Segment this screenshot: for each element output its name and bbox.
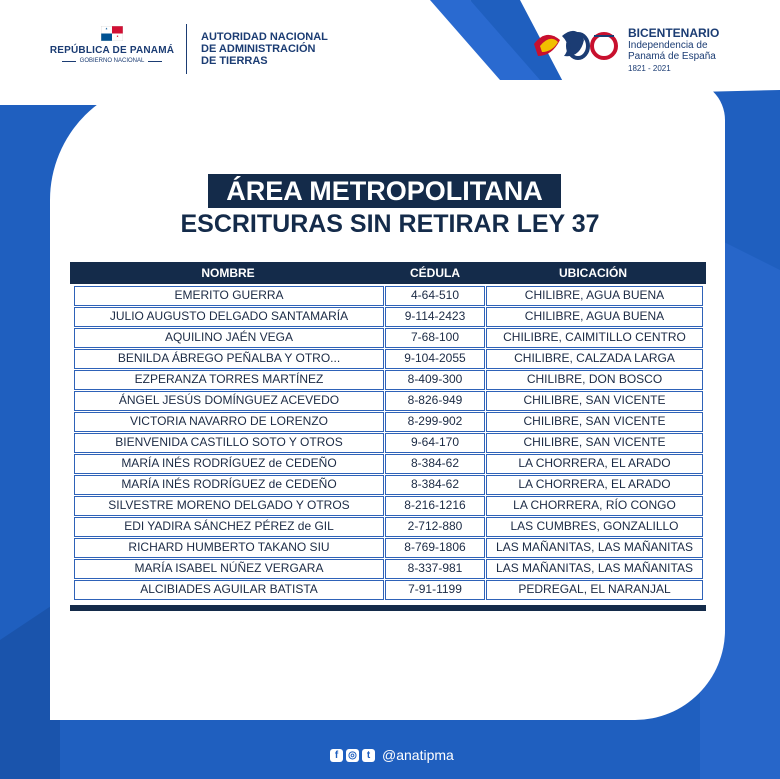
cell-nombre: JULIO AUGUSTO DELGADO SANTAMARÍA — [74, 307, 384, 327]
table-row — [74, 307, 706, 327]
cell-nombre: SILVESTRE MORENO DELGADO Y OTROS — [74, 496, 384, 516]
cell-cedula: 9-114-2423 — [385, 307, 485, 327]
cell-nombre: RICHARD HUMBERTO TAKANO SIU — [74, 538, 384, 558]
gobierno-row — [48, 58, 176, 64]
cell-nombre: ALCIBIADES AGUILAR BATISTA — [74, 580, 384, 600]
cell-nombre: BENILDA ÁBREGO PEÑALBA Y OTRO... — [74, 349, 384, 369]
cell-cedula: 7-91-1199 — [385, 580, 485, 600]
bicentenario-line2: Panamá de España — [628, 51, 716, 62]
divider — [148, 61, 162, 62]
table-row — [74, 559, 706, 579]
cell-nombre: VICTORIA NAVARRO DE LORENZO — [74, 412, 384, 432]
table-body — [74, 286, 706, 600]
cell-ubicacion: CHILIBRE, DON BOSCO — [486, 370, 703, 390]
cell-ubicacion: CHILIBRE, SAN VICENTE — [486, 433, 703, 453]
cell-cedula: 8-384-62 — [385, 475, 485, 495]
cell-nombre: ÁNGEL JESÚS DOMÍNGUEZ ACEVEDO — [74, 391, 384, 411]
table-row — [74, 286, 706, 306]
escrituras-table — [70, 262, 706, 611]
cell-cedula: 2-712-880 — [385, 517, 485, 537]
cell-nombre: EZPERANZA TORRES MARTÍNEZ — [74, 370, 384, 390]
cell-cedula: 9-104-2055 — [385, 349, 485, 369]
table-header — [70, 262, 706, 284]
anati-line: DE ADMINISTRACIÓN — [201, 43, 316, 55]
bicentenario-text — [628, 26, 719, 73]
cell-cedula: 8-337-981 — [385, 559, 485, 579]
table-row — [74, 517, 706, 537]
cell-nombre: MARÍA INÉS RODRÍGUEZ de CEDEÑO — [74, 454, 384, 474]
cell-nombre: AQUILINO JAÉN VEGA — [74, 328, 384, 348]
table-row — [74, 328, 706, 348]
cell-ubicacion: LA CHORRERA, RÍO CONGO — [486, 496, 703, 516]
table-row — [74, 370, 706, 390]
cell-ubicacion: CHILIBRE, SAN VICENTE — [486, 391, 703, 411]
bicentenario-emblem-icon — [532, 26, 624, 66]
bicentenario-years: 1821 - 2021 — [628, 64, 671, 73]
table-row — [74, 496, 706, 516]
cell-ubicacion: LAS MAÑANITAS, LAS MAÑANITAS — [486, 559, 703, 579]
cell-ubicacion: LAS MAÑANITAS, LAS MAÑANITAS — [486, 538, 703, 558]
divider — [62, 61, 76, 62]
table-row — [74, 475, 706, 495]
cell-ubicacion: CHILIBRE, CAIMITILLO CENTRO — [486, 328, 703, 348]
cell-ubicacion: PEDREGAL, EL NARANJAL — [486, 580, 703, 600]
cell-cedula: 8-299-902 — [385, 412, 485, 432]
table-row — [74, 391, 706, 411]
social-footer — [330, 747, 454, 763]
cell-cedula: 4-64-510 — [385, 286, 485, 306]
cell-cedula: 7-68-100 — [385, 328, 485, 348]
cell-ubicacion: LA CHORRERA, EL ARADO — [486, 454, 703, 474]
table-row — [74, 349, 706, 369]
republica-label: REPÚBLICA DE PANAMÁ — [49, 45, 175, 56]
cell-ubicacion: LAS CUMBRES, GONZALILLO — [486, 517, 703, 537]
cell-cedula: 8-409-300 — [385, 370, 485, 390]
panama-flag-icon — [101, 26, 123, 41]
cell-ubicacion: LA CHORRERA, EL ARADO — [486, 475, 703, 495]
cell-nombre: BIENVENIDA CASTILLO SOTO Y OTROS — [74, 433, 384, 453]
table-row — [74, 454, 706, 474]
cell-cedula: 9-64-170 — [385, 433, 485, 453]
table-row — [74, 433, 706, 453]
cell-nombre: MARÍA INÉS RODRÍGUEZ de CEDEÑO — [74, 475, 384, 495]
header-divider — [186, 24, 187, 74]
cell-cedula: 8-826-949 — [385, 391, 485, 411]
gobierno-logo — [48, 26, 176, 64]
anati-line: AUTORIDAD NACIONAL — [201, 31, 328, 43]
bicentenario-title: BICENTENARIO — [628, 26, 720, 40]
table-row — [74, 580, 706, 600]
cell-ubicacion: CHILIBRE, CALZADA LARGA — [486, 349, 703, 369]
bicentenario-logo — [532, 22, 742, 78]
header-cedula: CÉDULA — [410, 266, 460, 280]
cell-ubicacion: CHILIBRE, AGUA BUENA — [486, 286, 703, 306]
header-nombre: NOMBRE — [201, 266, 255, 280]
facebook-icon[interactable]: f — [330, 749, 343, 762]
cell-ubicacion: CHILIBRE, SAN VICENTE — [486, 412, 703, 432]
cell-nombre: MARÍA ISABEL NÚÑEZ VERGARA — [74, 559, 384, 579]
twitter-icon[interactable]: t — [362, 749, 375, 762]
table-footer-bar — [70, 605, 706, 611]
cell-nombre: EMERITO GUERRA — [74, 286, 384, 306]
table-row — [74, 538, 706, 558]
table-row — [74, 412, 706, 432]
cell-nombre: EDI YADIRA SÁNCHEZ PÉREZ de GIL — [74, 517, 384, 537]
bicentenario-line1: Independencia de — [628, 40, 708, 51]
cell-cedula: 8-769-1806 — [385, 538, 485, 558]
anati-name — [201, 31, 328, 67]
cell-cedula: 8-216-1216 — [385, 496, 485, 516]
cell-cedula: 8-384-62 — [385, 454, 485, 474]
anati-line: DE TIERRAS — [201, 55, 268, 67]
page-title: ÁREA METROPOLITANA — [208, 174, 561, 208]
header-ubicacion: UBICACIÓN — [559, 266, 627, 280]
cell-ubicacion: CHILIBRE, AGUA BUENA — [486, 307, 703, 327]
instagram-icon[interactable]: ◎ — [346, 749, 359, 762]
social-handle[interactable]: @anatipma — [382, 747, 454, 763]
gobierno-label: GOBIERNO NACIONAL — [79, 58, 145, 64]
page-subtitle: ESCRITURAS SIN RETIRAR LEY 37 — [180, 210, 600, 238]
